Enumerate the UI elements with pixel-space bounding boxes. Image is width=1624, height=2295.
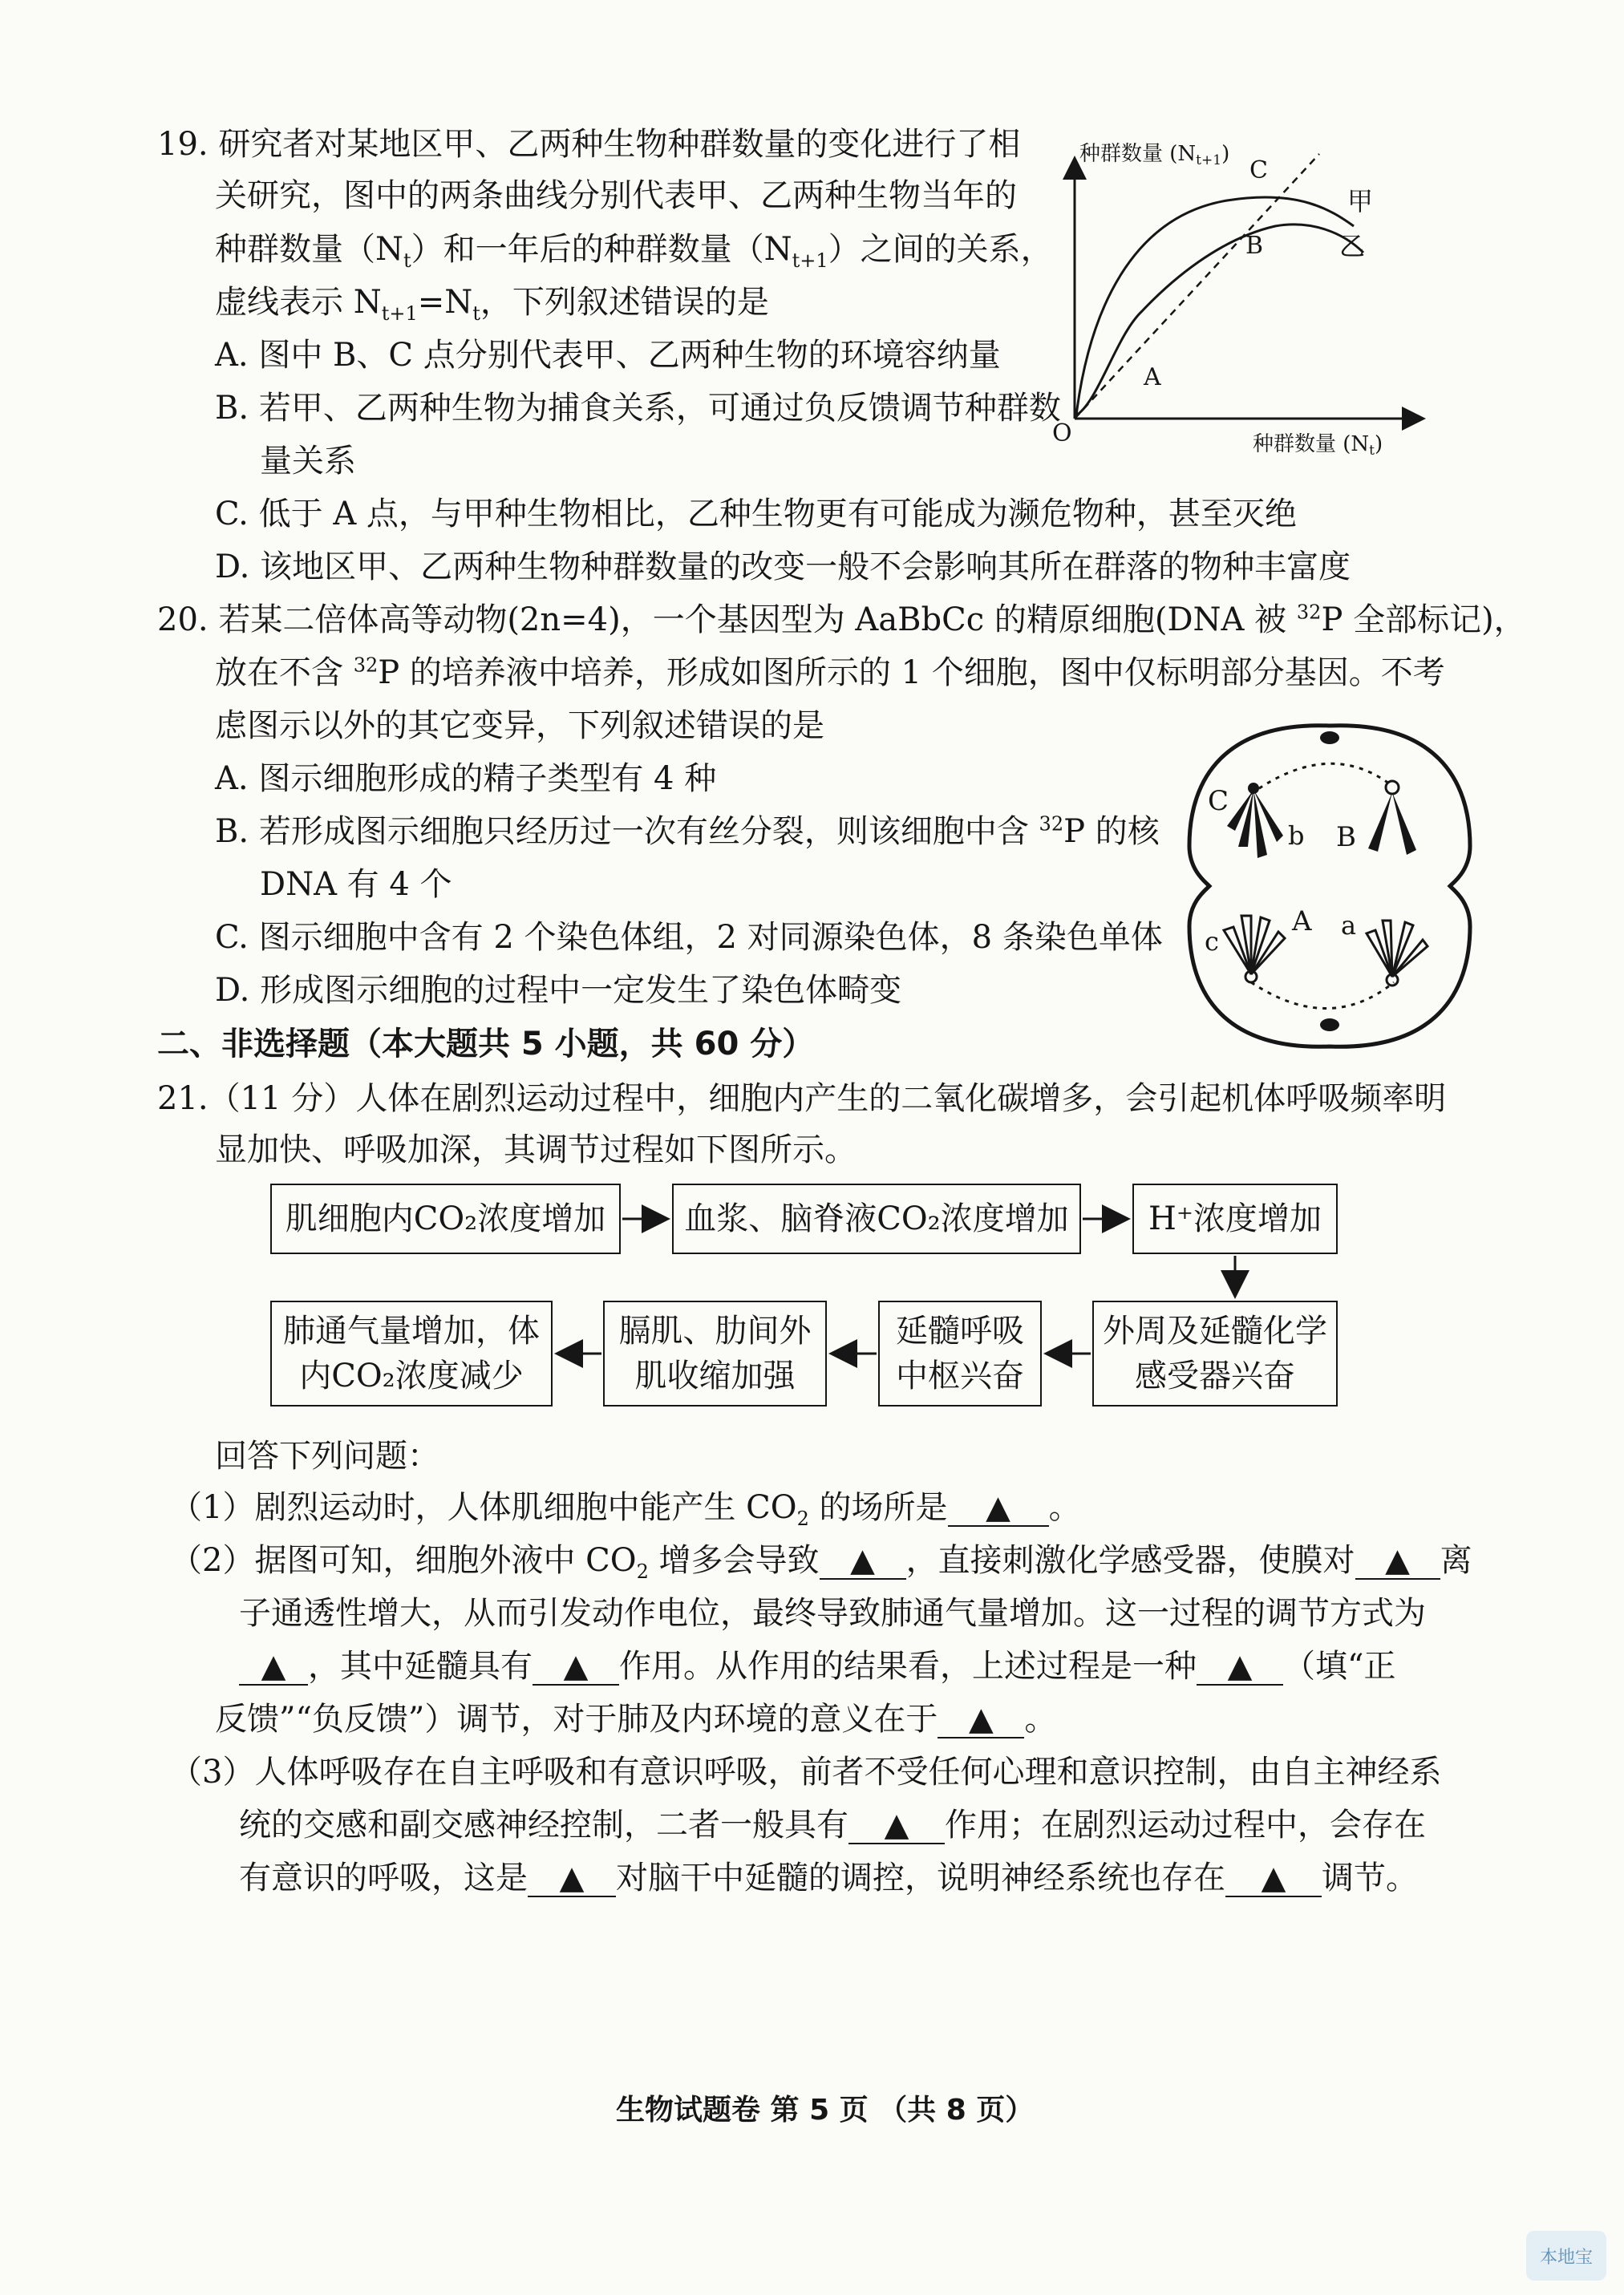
reference-line-nt1-equals-nt [1075,154,1319,419]
flow-box-respiratory-center: 延髓呼吸 中枢兴奋 [878,1301,1042,1407]
chromosome-group-top-right [1368,781,1416,855]
gene-label-B: B [1336,821,1356,853]
chromosome-group-bottom-right [1367,921,1428,986]
q20-line-3: 虑图示以外的其它变异，下列叙述错误的是 [215,707,824,744]
centriole-top [1320,731,1339,744]
origin-label: O [1052,419,1072,447]
chromosome-group-top-left [1227,783,1283,858]
q20-line-1: 20. 若某二倍体高等动物(2n=4)，一个基因型为 AaBbCc 的精原细胞(DNA 被 $^{32}$P 全部标记)， [157,601,1526,638]
q21-part-2-line-2: 子通透性增大，从而引发动作电位，最终导致肺通气量增加。这一过程的调节方式为 [239,1595,1426,1632]
q21-line-2: 显加快、呼吸加深，其调节过程如下图所示。 [215,1131,857,1168]
chromosome-group-bottom-left [1224,916,1285,982]
q21-line-1: 21.（11 分）人体在剧烈运动过程中，细胞内产生的二氧化碳增多，会引起机体呼吸频率明 [157,1080,1447,1117]
q21-part-2-line-3: ▲ ，其中延髓具有 ▲ 作用。从作用的结果看，上述过程是一种 ▲ （填“正 [239,1642,1395,1690]
q21-part-2-line-1: （2）据图可知，细胞外液中 $CO_2$ 增多会导致 ▲ ，直接刺激化学感受器，使膜对 ▲ 离 [170,1542,1472,1583]
q21-part-2-line-4: 反馈”“负反馈”）调节，对于肺及内环境的意义在于 ▲ 。 [215,1701,1057,1738]
answer-blank[interactable]: ▲ [938,1702,1024,1738]
population-graph [1043,136,1452,465]
q19-option-c: C. 低于 A 点，与甲种生物相比，乙种生物更有可能成为濒危物种，甚至灭绝 [215,496,1297,532]
answer-intro: 回答下列问题： [215,1438,439,1475]
q20-option-a: A. 图示细胞形成的精子类型有 4 种 [215,760,717,797]
q19-option-d: D. 该地区甲、乙两种生物种群数量的改变一般不会影响其所在群落的物种丰富度 [215,548,1351,585]
answer-blank[interactable]: ▲ [528,1860,616,1897]
q20-option-b: B. 若形成图示细胞只经历过一次有丝分裂，则该细胞中含 $^{32}$P 的核 [215,812,1160,850]
flow-box-diaphragm: 膈肌、肋间外 肌收缩加强 [603,1301,827,1407]
answer-blank[interactable]: ▲ [820,1543,906,1580]
q21-part-1: （1）剧烈运动时，人体肌细胞中能产生 $CO_2$ 的场所是 ▲ 。 [170,1489,1081,1530]
gene-label-C: C [1208,785,1229,817]
section-2-heading: 二、非选择题（本大题共 5 小题，共 60 分） [157,1026,815,1062]
curve-yi-label: 乙 [1339,231,1366,261]
q20-option-b-cont: DNA 有 4 个 [260,866,452,903]
dividing-cell-diagram [1177,706,1482,1067]
answer-blank[interactable]: ▲ [533,1649,619,1686]
gene-label-b: b [1288,820,1305,851]
flow-box-ventilation: 肺通气量增加，体 内CO₂浓度减少 [270,1301,553,1407]
point-a-label: A [1144,363,1161,391]
q19-option-b: B. 若甲、乙两种生物为捕食关系，可通过负反馈调节种群数 [215,390,1061,427]
flow-box-chemoreceptor: 外周及延髓化学 感受器兴奋 [1092,1301,1338,1407]
curve-jia-label: 甲 [1347,186,1374,217]
q21-part-3-line-1: （3）人体呼吸存在自主呼吸和有意识呼吸，前者不受任何心理和意识控制，由自主神经系 [170,1754,1442,1791]
q19-option-b-cont: 量关系 [260,443,356,480]
q19-number: 19. [157,126,209,163]
curve-yi [1076,225,1366,415]
centriole-bottom [1320,1018,1339,1031]
answer-blank[interactable]: ▲ [948,1490,1049,1527]
answer-blank[interactable]: ▲ [1355,1543,1440,1580]
flow-box-h-ion: H⁺浓度增加 [1132,1184,1338,1254]
q19-option-a: A. 图中 B、C 点分别代表甲、乙两种生物的环境容纳量 [215,337,1001,374]
x-axis-label: 种群数量 (Nt) [1253,432,1383,459]
answer-blank[interactable]: ▲ [1197,1649,1283,1686]
point-c-label: C [1249,156,1268,184]
curve-jia [1076,197,1354,415]
gene-label-A: A [1292,905,1312,937]
q21-part-3-line-3: 有意识的呼吸，这是 ▲ 对脑干中延髓的调控，说明神经系统也存在 ▲ 调节。 [239,1860,1418,1896]
answer-blank[interactable]: ▲ [239,1649,308,1686]
q19-line-1: 19. 研究者对某地区甲、乙两种生物种群数量的变化进行了相 [157,126,1021,163]
q20-line-2: 放在不含 $^{32}$P 的培养液中培养，形成如图所示的 1 个细胞，图中仅标明部分基因。不考 [215,654,1445,691]
answer-blank[interactable]: ▲ [1225,1860,1322,1897]
flow-box-muscle-co2: 肌细胞内CO₂浓度增加 [270,1184,621,1254]
spindle-bottom [1251,982,1394,1009]
q19-line-3: 种群数量$(N_t)$和一年后的种群数量$(N_{t+1})$之间的关系， [215,231,1053,272]
page-footer: 生物试题卷 第 5 页 （共 8 页） [616,2094,1035,2127]
point-b-label: B [1245,232,1264,260]
answer-blank[interactable]: ▲ [848,1807,945,1844]
q20-option-c: C. 图示细胞中含有 2 个染色体组，2 对同源染色体，8 条染色单体 [215,919,1163,956]
flow-box-plasma-co2: 血浆、脑脊液CO₂浓度增加 [672,1184,1081,1254]
y-axis-label: 种群数量 (Nt+1) [1079,142,1230,168]
q19-line-4: 虚线表示 $N_{t+1}=N_t$，下列叙述错误的是 [215,284,769,325]
cell-membrane [1189,726,1470,1047]
gene-label-c: c [1205,926,1219,957]
q19-line-2: 关研究，图中的两条曲线分别代表甲、乙两种生物当年的 [215,177,1017,214]
watermark-logo: 本地宝 [1526,2231,1606,2281]
gene-label-a: a [1341,910,1357,941]
q20-option-d: D. 形成图示细胞的过程中一定发生了染色体畸变 [215,972,902,1009]
q21-part-3-line-2: 统的交感和副交感神经控制，二者一般具有 ▲ 作用；在剧烈运动过程中，会存在 [239,1807,1426,1844]
spindle-top [1251,763,1392,794]
